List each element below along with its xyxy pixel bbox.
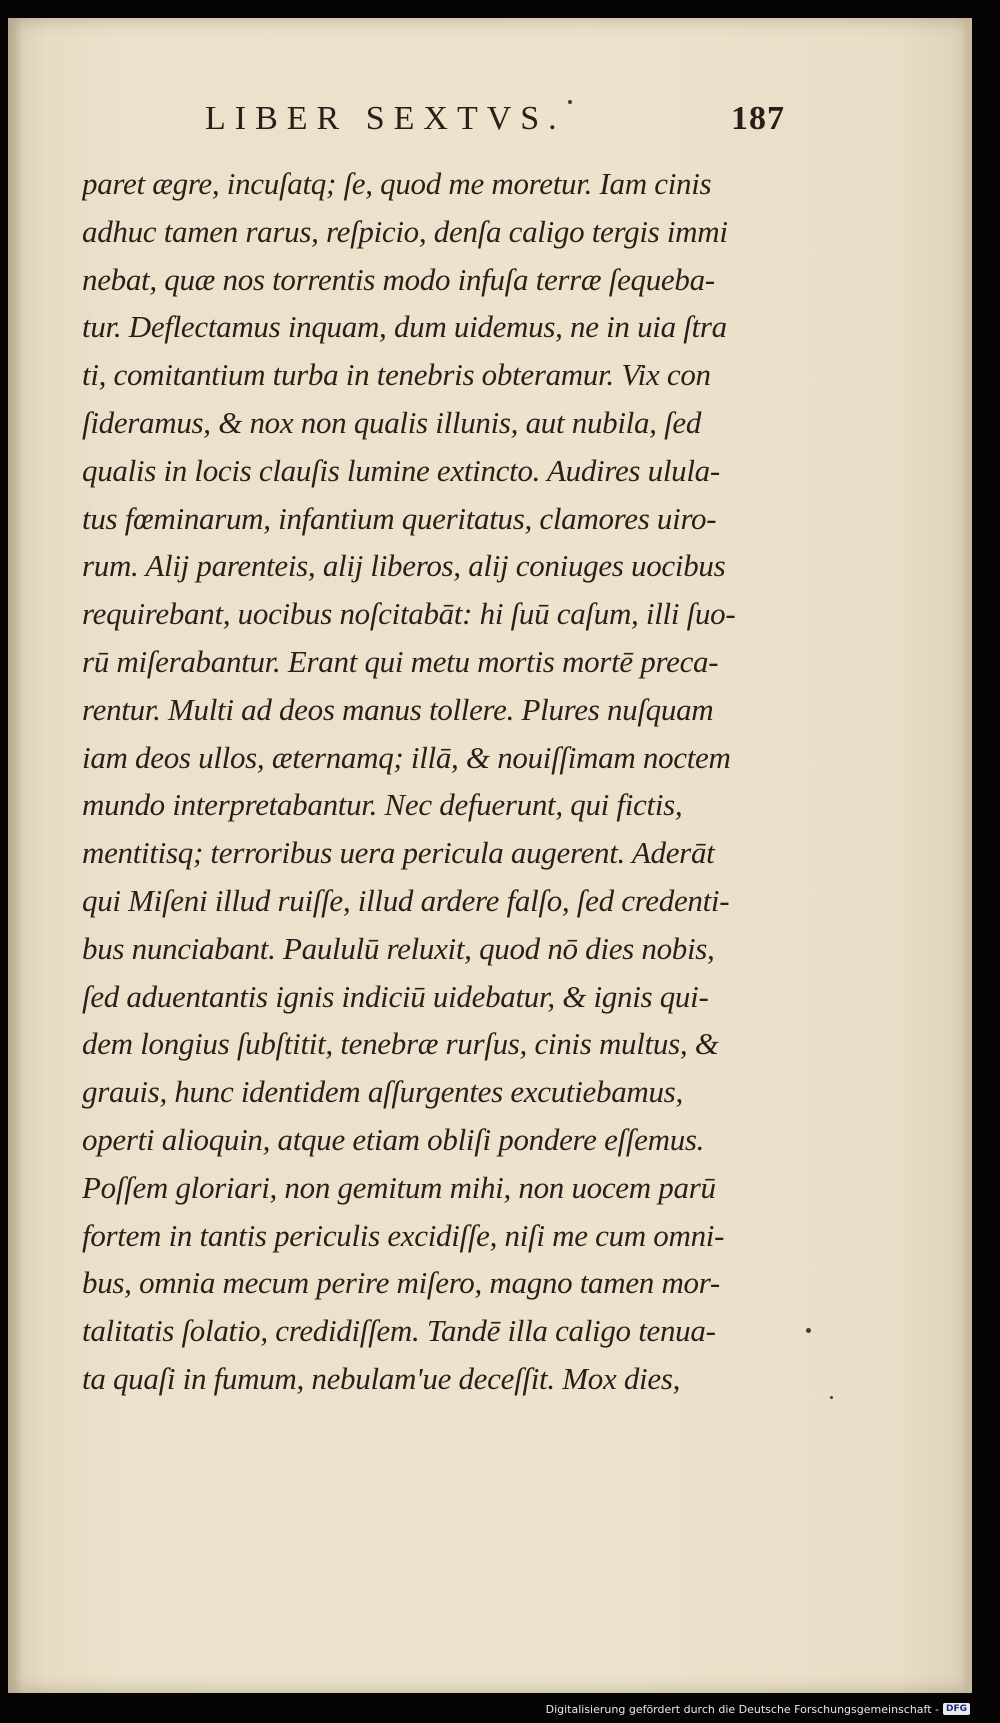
- dfg-logo: DFG: [943, 1703, 970, 1715]
- text-line: qualis in locis clauſis lumine extincto. Audires ulula-: [82, 452, 720, 488]
- text-line: ta quaſi in fumum, nebulam'ue deceſſit. Mox dies,: [82, 1360, 681, 1396]
- text-line: Poſſem gloriari, non gemitum mihi, non uocem parū: [82, 1169, 716, 1205]
- page-edge-left: [8, 18, 22, 1693]
- running-title: LIBER SEXTVS.: [205, 100, 566, 137]
- text-line: requirebant, uocibus noſcitabāt: hi ſuū caſum, illi ſuo-: [82, 596, 736, 632]
- text-line: tur. Deflectamus inquam, dum uidemus, ne in uia ſtra: [82, 309, 727, 345]
- text-line: tus fœminarum, infantium queritatus, clamores uiro-: [82, 500, 717, 536]
- digitization-credit: [546, 1701, 970, 1717]
- text-line: adhuc tamen rarus, reſpicio, denſa caligo tergis immi: [82, 213, 728, 249]
- text-line: rentur. Multi ad deos manus tollere. Plures nuſquam: [82, 691, 714, 727]
- text-line: bus, omnia mecum perire miſero, magno tamen mor-: [82, 1265, 720, 1301]
- running-head: [205, 100, 785, 156]
- text-line: rum. Alij parenteis, alij liberos, alij coniuges uocibus: [82, 548, 726, 584]
- page-edge-right: [962, 18, 972, 1693]
- text-line: ſed aduentantis ignis indiciū uidebatur, & ignis qui-: [82, 978, 709, 1014]
- text-line: ti, comitantium turba in tenebris obteramur. Vix con: [82, 357, 711, 393]
- text-line: fortem in tantis periculis excidiſſe, niſi me cum omni-: [82, 1217, 725, 1253]
- credit-text: Digitalisierung gefördert durch die Deutsche Forschungsgemeinschaft -: [545, 1702, 939, 1716]
- text-line: dem longius ſubſtitit, tenebræ rurſus, cinis multus, &: [82, 1026, 719, 1062]
- text-line: paret ægre, incuſatq; ſe, quod me moretur. Iam cinis: [82, 166, 712, 201]
- text-line: operti alioquin, atque etiam obliſi pondere eſſemus.: [82, 1121, 705, 1157]
- text-line: rū miſerabantur. Erant qui metu mortis mortē preca-: [82, 643, 719, 679]
- text-line: bus nunciabant. Paululū reluxit, quod nō dies nobis,: [82, 930, 715, 966]
- page-number: 187: [731, 100, 785, 137]
- text-line: iam deos ullos, æternamq; illā, & nouiſſimam noctem: [82, 739, 731, 775]
- text-line: mundo interpretabantur. Nec defuerunt, qui fictis,: [82, 787, 683, 823]
- text-line: ſideramus, & nox non qualis illunis, aut nubila, ſed: [82, 404, 702, 440]
- text-line: nebat, quæ nos torrentis modo infuſa terræ ſequeba-: [82, 261, 715, 297]
- text-line: talitatis ſolatio, credidiſſem. Tandē illa caligo tenua-: [82, 1313, 716, 1349]
- body-text: [82, 160, 782, 1403]
- text-line: grauis, hunc identidem aſſurgentes excutiebamus,: [82, 1074, 683, 1110]
- text-line: qui Miſeni illud ruiſſe, illud ardere falſo, ſed credenti-: [82, 882, 730, 918]
- text-line: mentitisq; terroribus uera pericula augerent. Aderāt: [82, 835, 715, 871]
- paper-speck: [806, 1328, 811, 1333]
- paper-speck: [830, 1396, 833, 1399]
